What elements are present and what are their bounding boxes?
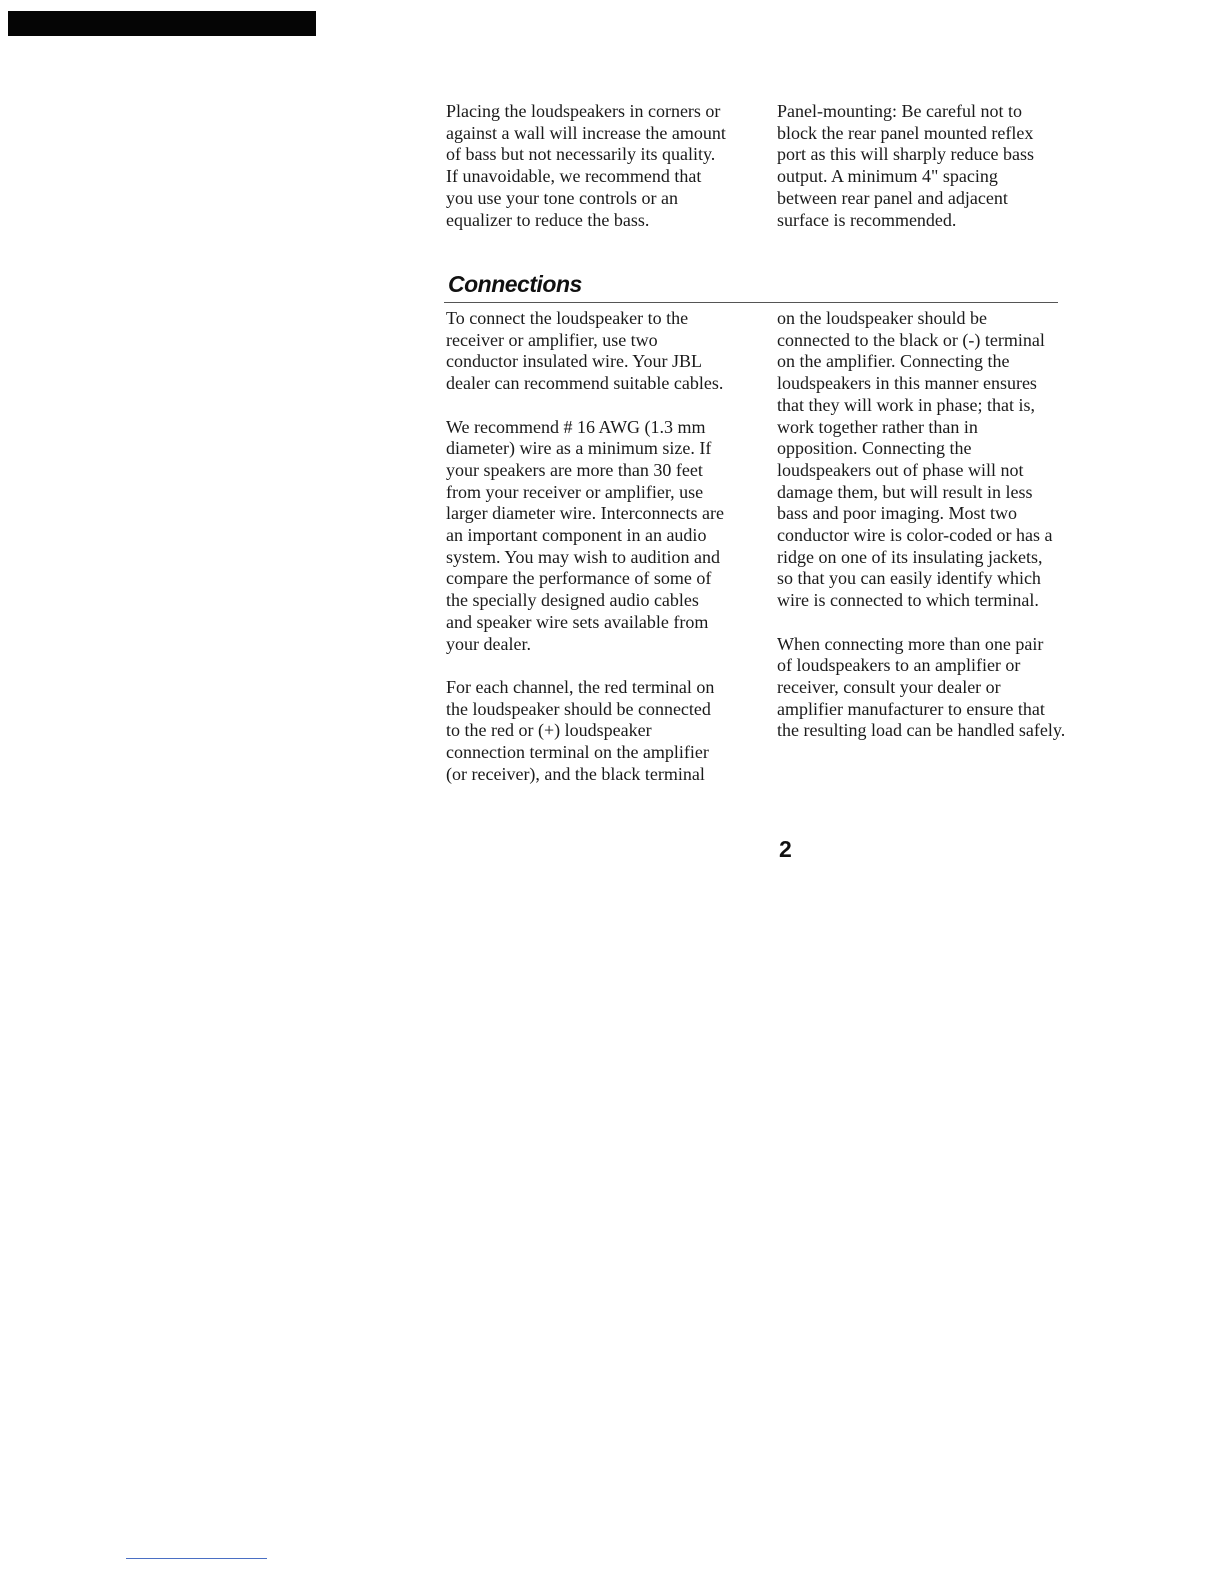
placement-column-left xyxy=(446,101,766,231)
wire-gauge-paragraph: We recommend # 16 AWG (1.3 mm diameter) wire as a minimum size. If your speakers are more than 30 feet from your receiver or amplifier, use larger diameter wire. Interconnects are an important component in an audio system. You may wish to audition and compare the performance of some of the specially designed audio cables and speaker wire sets available from your dealer. xyxy=(446,416,725,654)
placement-column-right xyxy=(777,101,1107,231)
footer-line xyxy=(126,1558,267,1559)
wire-type-paragraph: To connect the loudspeaker to the receiver or amplifier, use two conductor insulated wire. Your JBL dealer can recommend suitable cables. xyxy=(446,308,724,394)
terminal-paragraph: For each channel, the red terminal on the loudspeaker should be connected to the red or (+) loudspeaker connection terminal on the amplifier (or receiver), and the black terminal xyxy=(446,676,715,784)
connections-column-right xyxy=(777,308,1107,742)
section-divider xyxy=(444,302,1058,303)
placement-paragraph: Placing the loudspeakers in corners or against a wall will increase the amount of bass but not necessarily its quality. If unavoidable, we recommend that you use your tone controls or an equalizer to reduce the bass. xyxy=(446,101,726,230)
panel-mounting-paragraph: Panel-mounting: Be careful not to block the rear panel mounted reflex port as this will sharply reduce bass output. A minimum 4" spacing between rear panel and adjacent surface is recommended. xyxy=(777,101,1034,230)
multiple-pairs-paragraph: When connecting more than one pair of loudspeakers to an amplifier or receiver, consult your dealer or amplifier manufacturer to ensure that the resulting load can be handled safely. xyxy=(777,633,1066,741)
header-black-bar xyxy=(8,11,316,36)
phase-paragraph: on the loudspeaker should be connected to the black or (-) terminal on the amplifier. Connecting the loudspeakers in this manner ensures that they will work in phase; that is, work together rather than in opposition. Connecting the loudspeakers out of phase will not damage them, but will result in less bass and poor imaging. Most two conductor wire is color-coded or has a ridge on one of its insulating jackets, so that you can easily identify which wire is connected to which terminal. xyxy=(777,308,1053,611)
connections-column-left xyxy=(446,308,766,785)
connections-heading: Connections xyxy=(448,271,582,297)
page-number: 2 xyxy=(779,836,792,862)
